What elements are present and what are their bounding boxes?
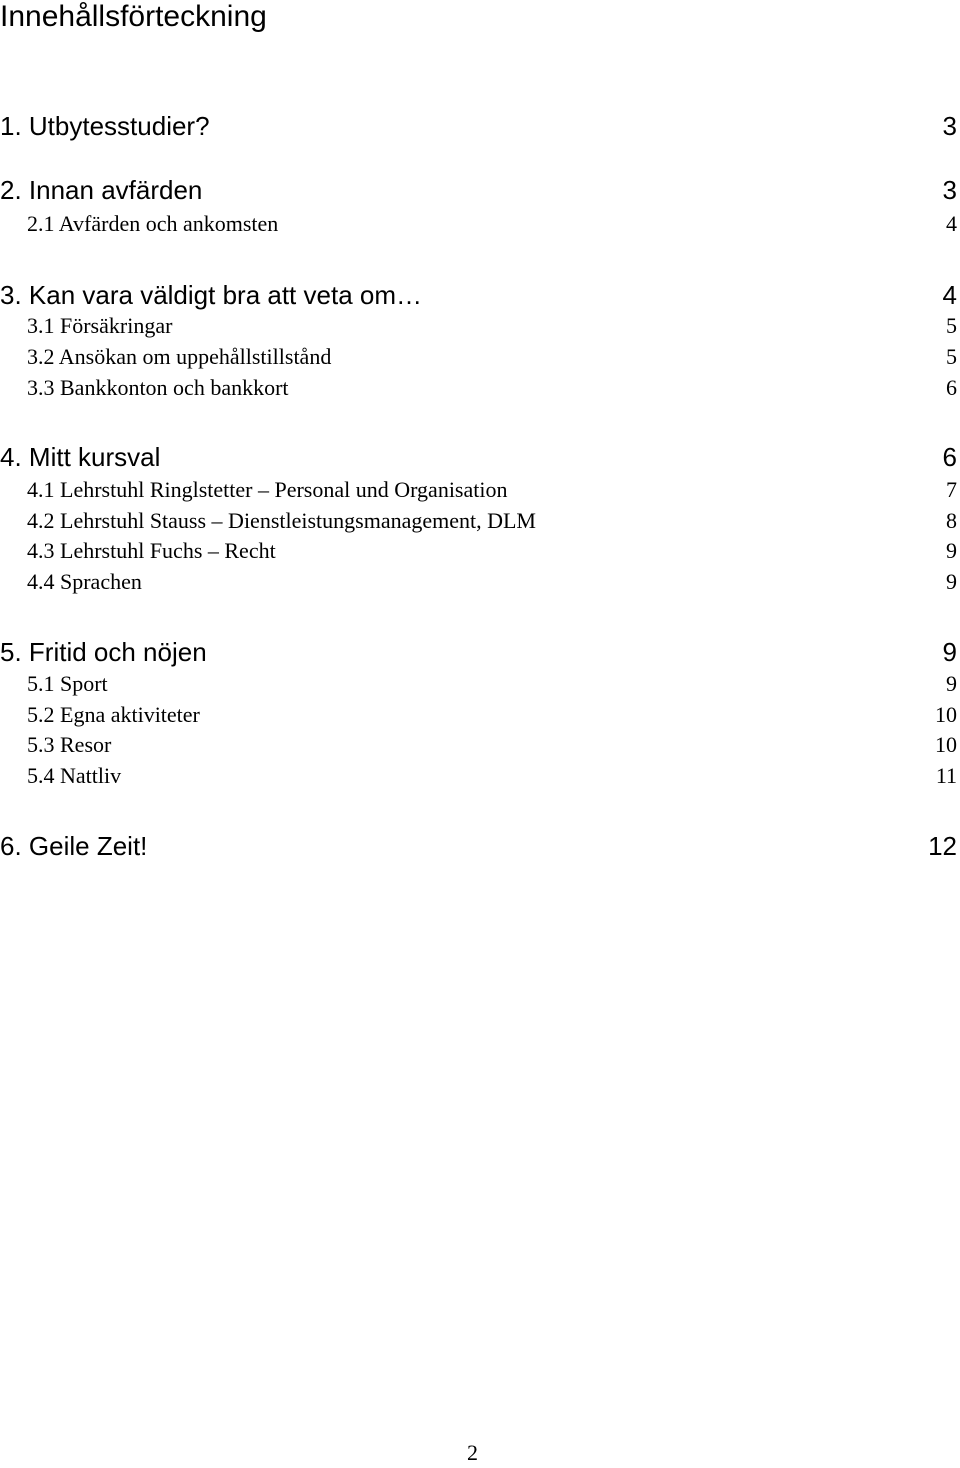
toc-entry-page: 5 — [946, 344, 957, 369]
toc-entry-6[interactable] — [0, 829, 957, 863]
toc-entry-5-4[interactable] — [0, 761, 957, 791]
toc-entry-page: 10 — [935, 732, 957, 757]
toc-entry-5-1[interactable] — [0, 669, 957, 699]
toc-entry-page: 4 — [946, 211, 957, 236]
page-title: Innehållsförteckning — [0, 0, 267, 33]
toc-entry-page: 4 — [942, 280, 957, 310]
toc-entry-page: 7 — [946, 477, 957, 502]
toc-entry-label: 4.2 Lehrstuhl Stauss – Dienstleistungsmanagement, DLM — [27, 508, 536, 533]
toc-entry-label: 6. Geile Zeit! — [0, 831, 148, 861]
toc-entry-page: 9 — [946, 569, 957, 594]
toc-entry-page: 3 — [942, 175, 957, 205]
toc-entry-page: 9 — [946, 538, 957, 563]
toc-entry-label: 5.3 Resor — [27, 732, 112, 757]
toc-entry-page: 5 — [946, 313, 957, 338]
toc-entry-page: 11 — [935, 763, 957, 788]
toc-entry-label: 2.1 Avfärden och ankomsten — [27, 211, 279, 236]
page-number: 2 — [467, 1440, 478, 1465]
toc-entry-label: 3. Kan vara väldigt bra att veta om… — [0, 280, 422, 310]
toc-entry-page: 9 — [946, 671, 957, 696]
toc-entry-4-3[interactable] — [0, 536, 957, 566]
toc-entry-label: 4.3 Lehrstuhl Fuchs – Recht — [27, 538, 276, 563]
toc-entry-1[interactable] — [0, 109, 957, 143]
toc-entry-4-1[interactable] — [0, 475, 957, 505]
toc-entry-label: 5.2 Egna aktiviteter — [27, 702, 200, 727]
toc-entry-page: 9 — [942, 637, 957, 667]
toc-entry-5-3[interactable] — [0, 730, 957, 760]
toc-entry-5[interactable] — [0, 635, 957, 669]
toc-entry-label: 2. Innan avfärden — [0, 175, 203, 205]
toc-entry-page: 12 — [928, 831, 957, 861]
toc-entry-label: 5. Fritid och nöjen — [0, 637, 207, 667]
toc-entry-page: 6 — [942, 442, 957, 472]
toc-entry-4-2[interactable] — [0, 506, 957, 536]
toc-entry-page: 3 — [942, 111, 957, 141]
toc-entry-label: 4. Mitt kursval — [0, 442, 161, 472]
toc-entry-3[interactable] — [0, 278, 957, 312]
toc-entry-3-2[interactable] — [0, 342, 957, 372]
toc-entry-label: 3.3 Bankkonton och bankkort — [27, 375, 289, 400]
toc-entry-label: 4.4 Sprachen — [27, 569, 142, 594]
toc-entry-label: 1. Utbytesstudier? — [0, 111, 210, 141]
toc-entry-label: 3.2 Ansökan om uppehållstillstånd — [27, 344, 332, 369]
toc-entry-label: 4.1 Lehrstuhl Ringlstetter – Personal und Organisation — [27, 477, 508, 502]
toc-entry-2-1[interactable] — [0, 209, 957, 239]
toc-entry-page: 6 — [946, 375, 957, 400]
toc-entry-label: 3.1 Försäkringar — [27, 313, 173, 338]
toc-entry-page: 8 — [946, 508, 957, 533]
toc-entry-2[interactable] — [0, 173, 957, 207]
toc-entry-label: 5.1 Sport — [27, 671, 108, 696]
toc-entry-5-2[interactable] — [0, 700, 957, 730]
toc-entry-4-4[interactable] — [0, 567, 957, 597]
toc-entry-label: 5.4 Nattliv — [27, 763, 122, 788]
toc-entry-page: 10 — [935, 702, 957, 727]
toc-entry-3-1[interactable] — [0, 311, 957, 341]
toc-entry-4[interactable] — [0, 440, 957, 474]
toc-entry-3-3[interactable] — [0, 373, 957, 403]
